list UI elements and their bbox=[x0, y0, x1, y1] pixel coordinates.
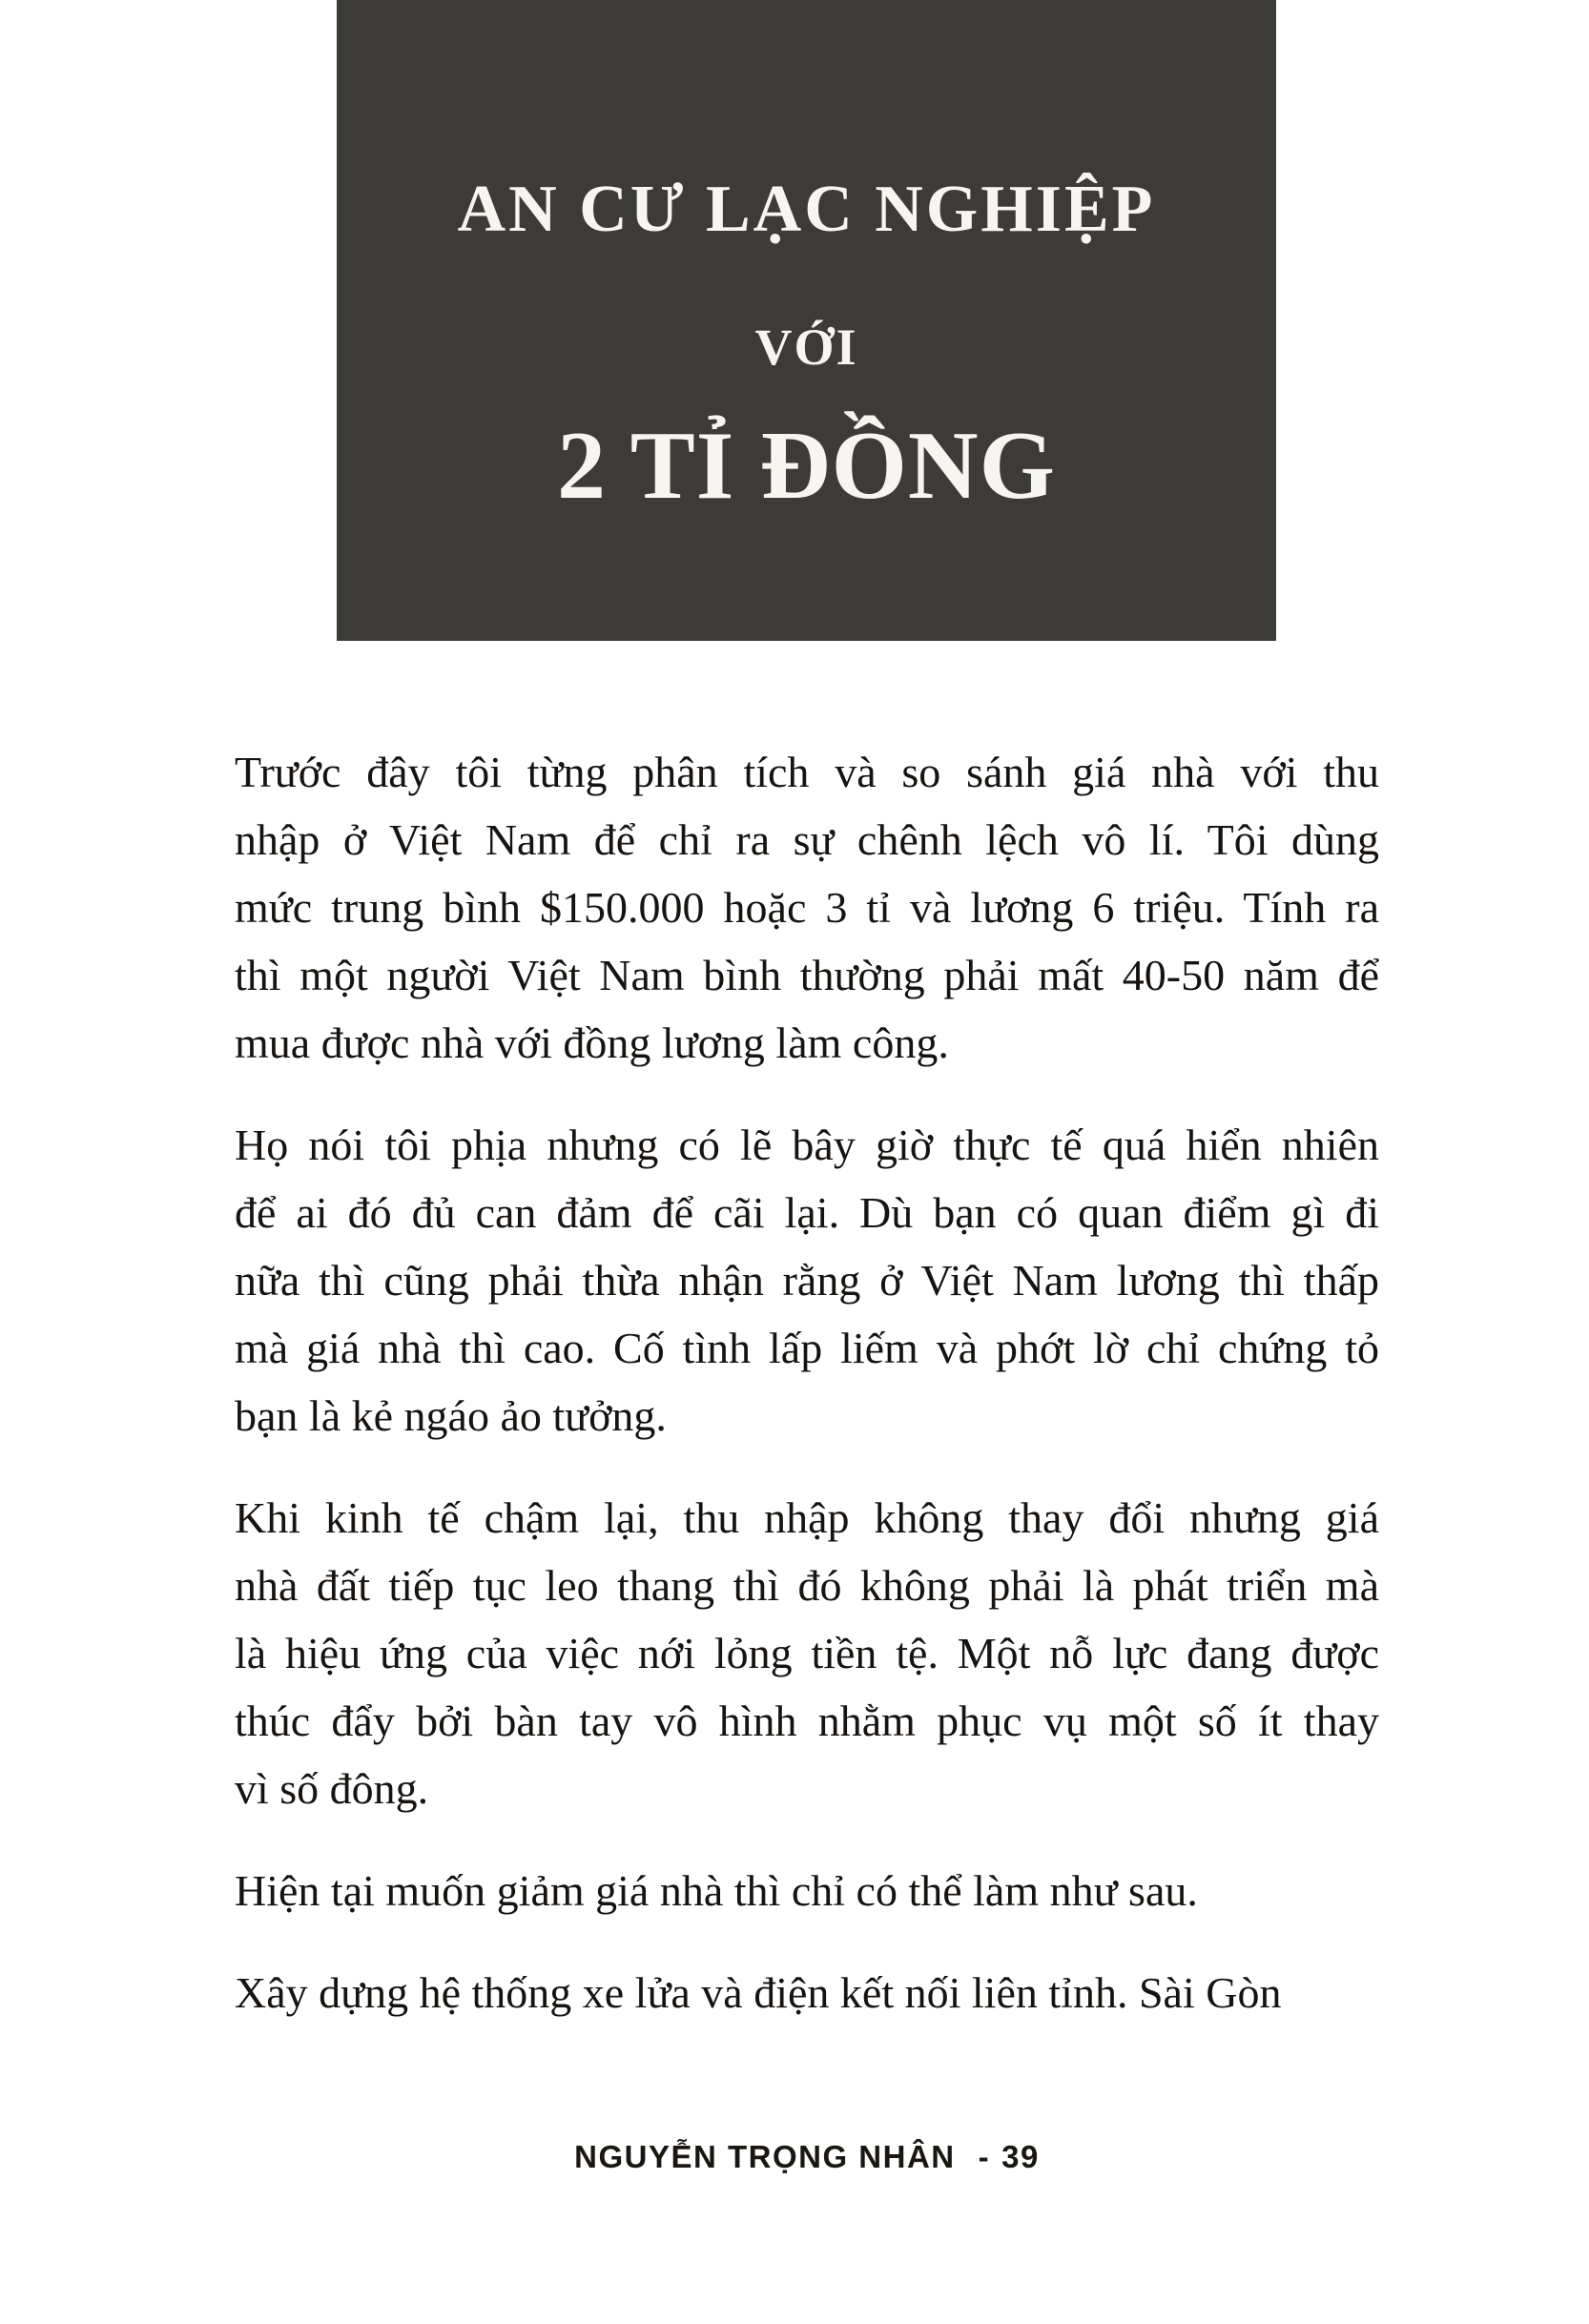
paragraph-5 bbox=[235, 1959, 1379, 2026]
paragraph-1 bbox=[235, 738, 1379, 1077]
body-line: thúc đẩy bởi bàn tay vô hình nhằm phục vụ một số ít thay bbox=[235, 1697, 1379, 1745]
body-line: nữa thì cũng phải thừa nhận rằng ở Việt Nam lương thì thấp bbox=[235, 1256, 1379, 1305]
page-footer bbox=[235, 2139, 1379, 2175]
body-line: mà giá nhà thì cao. Cố tình lấp liếm và phớt lờ chỉ chứng tỏ bbox=[235, 1324, 1379, 1372]
paragraph-3 bbox=[235, 1484, 1379, 1822]
body-line: mức trung bình $150.000 hoặc 3 tỉ và lương 6 triệu. Tính ra bbox=[235, 883, 1379, 932]
chapter-title-block bbox=[337, 0, 1276, 641]
body-line: là hiệu ứng của việc nới lỏng tiền tệ. Một nỗ lực đang được bbox=[235, 1629, 1379, 1677]
chapter-title: AN CƯ LẠC NGHIỆP bbox=[457, 173, 1156, 246]
footer-separator: - bbox=[978, 2139, 991, 2174]
chapter-title-connector: VỚI bbox=[754, 319, 858, 376]
body-line: Họ nói tôi phịa nhưng có lẽ bây giờ thực tế quá hiển nhiên bbox=[235, 1121, 1379, 1169]
chapter-title-amount: 2 TỈ ĐỒNG bbox=[557, 412, 1056, 520]
body-line: mua được nhà với đồng lương làm công. bbox=[235, 1018, 949, 1067]
body-line: bạn là kẻ ngáo ảo tưởng. bbox=[235, 1391, 667, 1440]
body-line: Khi kinh tế chậm lại, thu nhập không thay đổi nhưng giá bbox=[235, 1493, 1379, 1542]
body-line: nhà đất tiếp tục leo thang thì đó không phải là phát triển mà bbox=[235, 1561, 1379, 1610]
body-line: thì một người Việt Nam bình thường phải mất 40-50 năm để bbox=[235, 951, 1379, 999]
paragraph-4 bbox=[235, 1857, 1379, 1924]
body-line: Hiện tại muốn giảm giá nhà thì chỉ có thể làm như sau. bbox=[235, 1866, 1198, 1915]
body-line: để ai đó đủ can đảm để cãi lại. Dù bạn có quan điểm gì đi bbox=[235, 1188, 1379, 1237]
body-line: nhập ở Việt Nam để chỉ ra sự chênh lệch vô lí. Tôi dùng bbox=[235, 815, 1379, 864]
page-body bbox=[235, 738, 1379, 2061]
body-line: Xây dựng hệ thống xe lửa và điện kết nối liên tỉnh. Sài Gòn bbox=[235, 1968, 1282, 2017]
author-name: NGUYỄN TRỌNG NHÂN bbox=[574, 2139, 956, 2174]
body-line: vì số đông. bbox=[235, 1764, 429, 1813]
page-number: 39 bbox=[1001, 2139, 1040, 2174]
paragraph-2 bbox=[235, 1111, 1379, 1450]
body-line: Trước đây tôi từng phân tích và so sánh giá nhà với thu bbox=[235, 748, 1379, 796]
